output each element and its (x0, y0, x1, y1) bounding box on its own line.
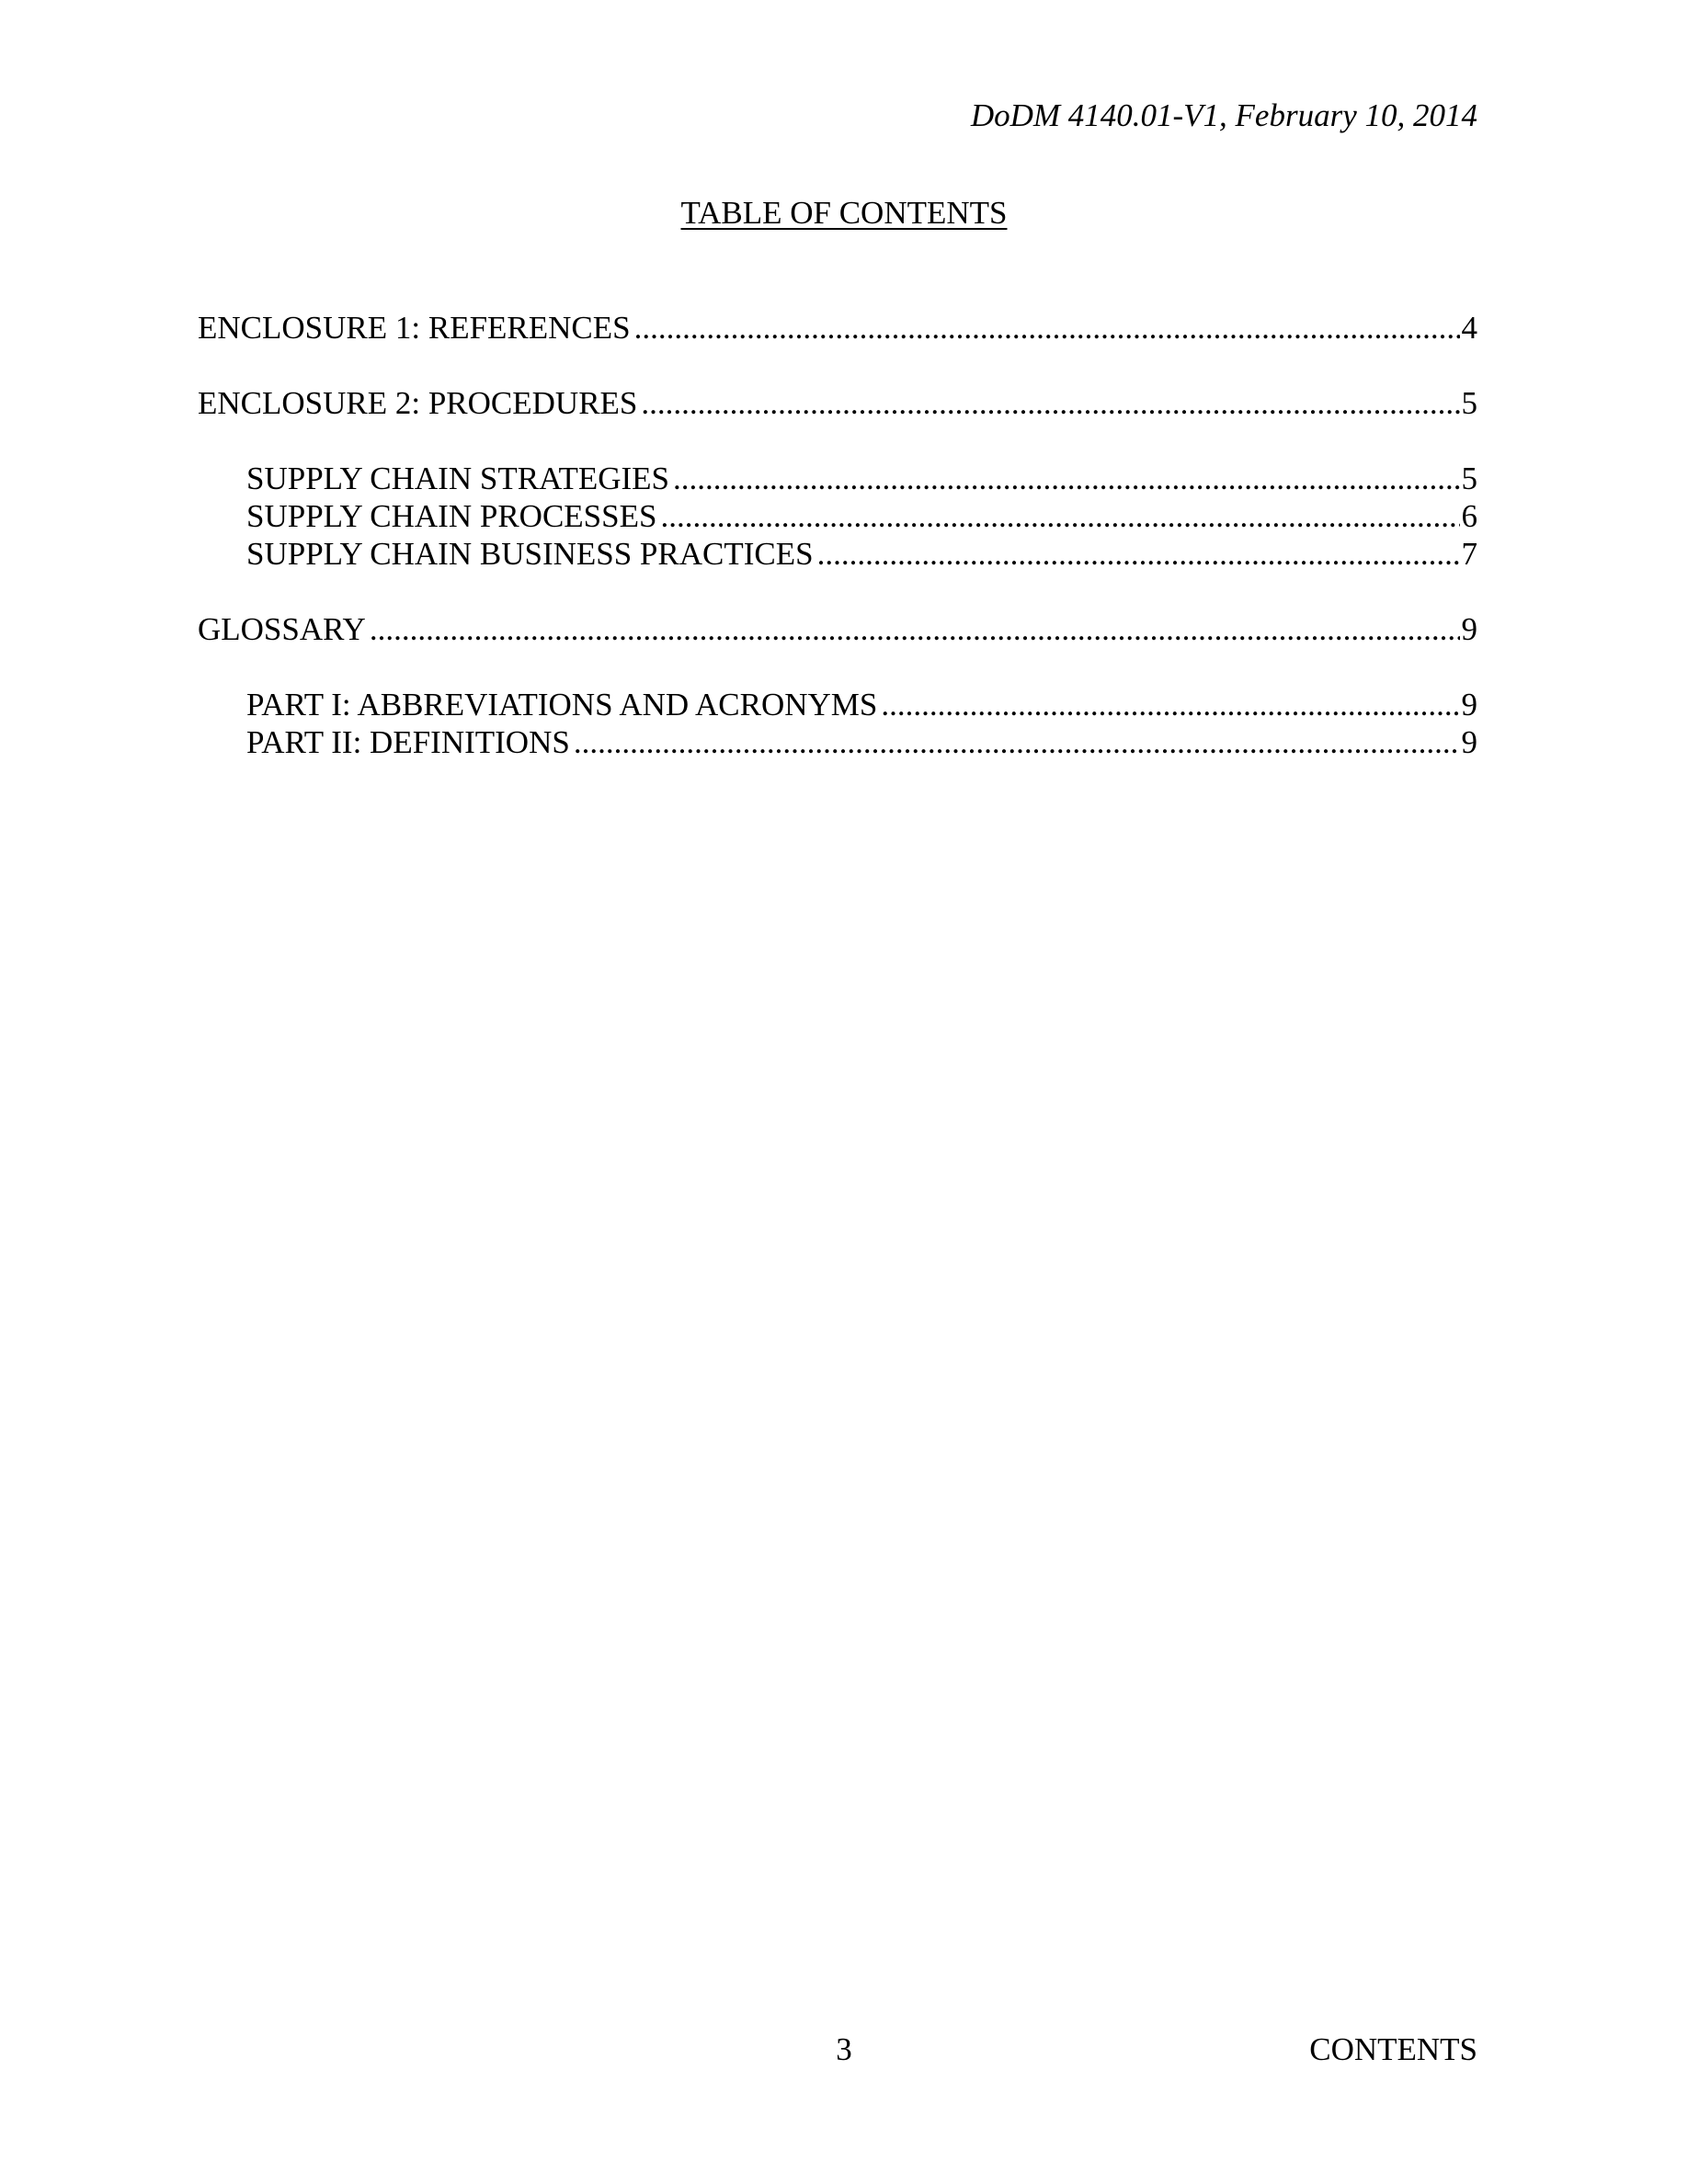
toc-entry-page: 6 (1461, 498, 1477, 534)
toc-entry-label: ENCLOSURE 2: PROCEDURES (198, 385, 638, 421)
toc-dot-leader (673, 460, 1460, 498)
toc-entry-label: GLOSSARY (198, 611, 366, 647)
toc-entry-label: ENCLOSURE 1: REFERENCES (198, 310, 631, 346)
footer-section-label: CONTENTS (1309, 2031, 1477, 2067)
toc-dot-leader (370, 610, 1460, 649)
toc-entry-label: PART I: ABBREVIATIONS AND ACRONYMS (246, 687, 878, 722)
toc-entry-enclosure-1[interactable] (198, 309, 1477, 347)
toc-entry-label: SUPPLY CHAIN PROCESSES (246, 498, 657, 534)
toc-entry-page: 7 (1461, 536, 1477, 572)
document-header: DoDM 4140.01-V1, February 10, 2014 (970, 97, 1477, 133)
toc-entry-supply-chain-business-practices[interactable] (246, 535, 1477, 574)
toc-entry-page: 9 (1461, 611, 1477, 647)
toc-entry-supply-chain-processes[interactable] (246, 497, 1477, 536)
toc-entry-label: SUPPLY CHAIN STRATEGIES (246, 461, 669, 496)
toc-title (0, 195, 1688, 232)
toc-dot-leader (817, 535, 1460, 574)
toc-entry-part-1[interactable] (246, 686, 1477, 724)
toc-entry-page: 9 (1461, 724, 1477, 760)
toc-entry-page: 5 (1461, 461, 1477, 496)
toc-entry-supply-chain-strategies[interactable] (246, 460, 1477, 498)
toc-entry-label: SUPPLY CHAIN BUSINESS PRACTICES (246, 536, 814, 572)
toc-entry-part-2[interactable] (246, 723, 1477, 762)
toc-dot-leader (641, 384, 1459, 423)
toc-entry-page: 4 (1461, 310, 1477, 346)
toc-entry-page: 5 (1461, 385, 1477, 421)
toc-dot-leader (634, 309, 1460, 347)
toc-dot-leader (881, 686, 1459, 724)
toc-entry-enclosure-2[interactable] (198, 384, 1477, 423)
toc-entry-glossary[interactable] (198, 610, 1477, 649)
footer-page-number: 3 (836, 2031, 852, 2067)
toc-entry-label: PART II: DEFINITIONS (246, 724, 570, 760)
toc-dot-leader (660, 497, 1459, 536)
toc-dot-leader (574, 723, 1460, 762)
toc-entry-page: 9 (1461, 687, 1477, 722)
toc-title-text: TABLE OF CONTENTS (680, 195, 1008, 231)
